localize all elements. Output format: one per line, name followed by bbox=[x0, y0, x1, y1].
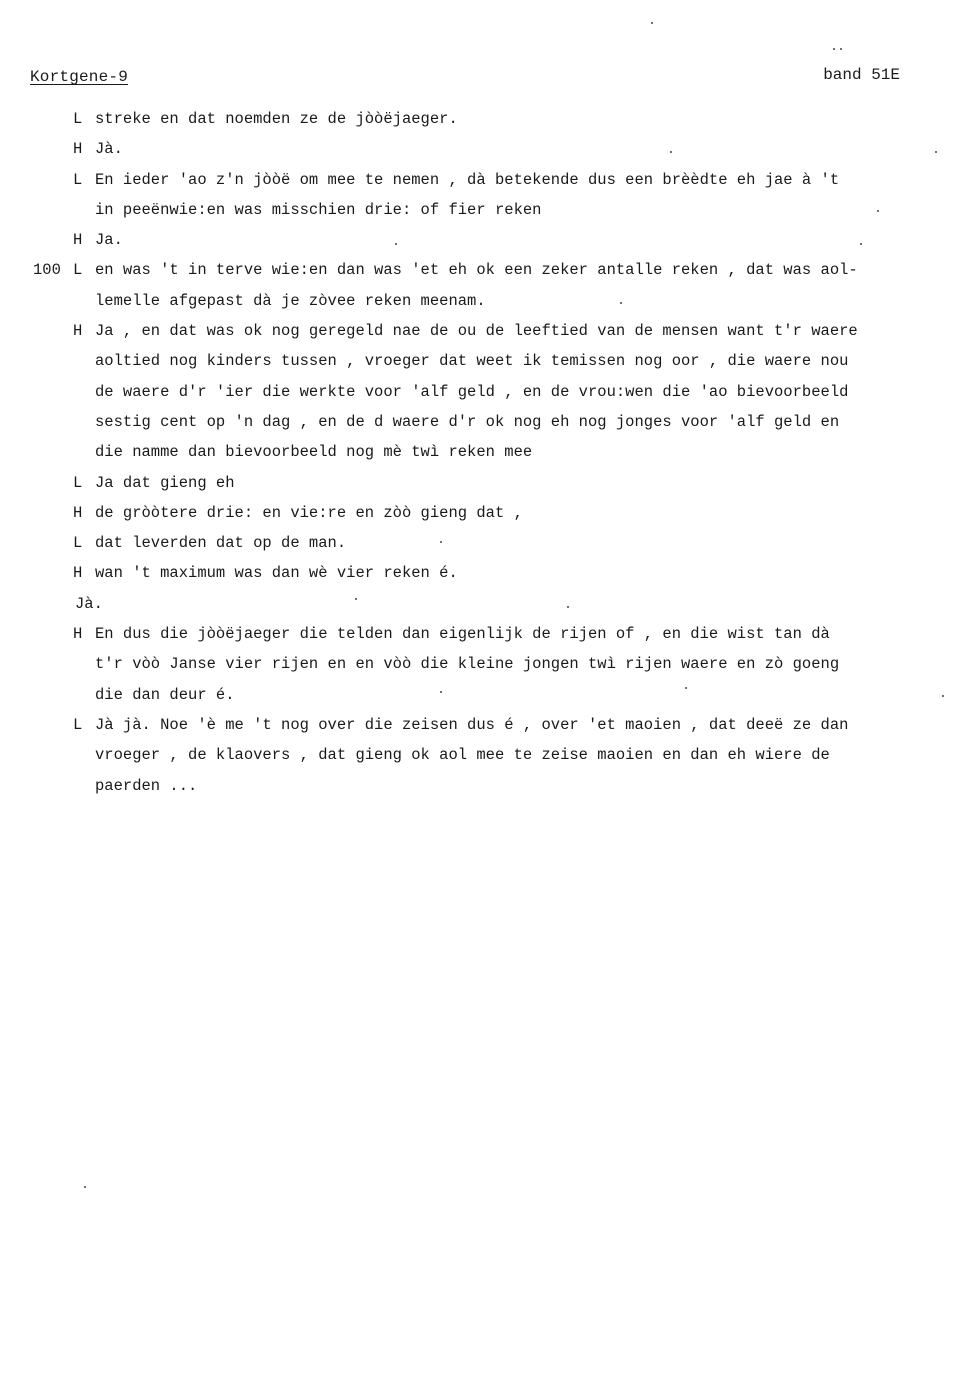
transcript-line bbox=[0, 619, 979, 649]
transcript-line bbox=[0, 558, 979, 588]
speaker-marker: L bbox=[73, 261, 83, 280]
transcript-line bbox=[0, 710, 979, 740]
line-text: t'r vòò Janse vier rijen en en vòò die kleine jongen twì rijen waere en zò goeng bbox=[95, 655, 840, 674]
speaker-marker: L bbox=[73, 170, 83, 189]
transcript-line bbox=[0, 255, 979, 285]
line-text: streke en dat noemden ze de jòòëjaeger. bbox=[95, 110, 458, 128]
scan-speck bbox=[877, 210, 879, 212]
speaker-marker: L bbox=[73, 534, 83, 553]
line-text: Ja. bbox=[95, 231, 123, 250]
scan-speck bbox=[440, 541, 442, 543]
transcript-line bbox=[0, 165, 979, 195]
line-text: En dus die jòòëjaeger die telden dan eigenlijk de rijen of , en die wist tan dà bbox=[95, 625, 830, 644]
transcript-line bbox=[0, 407, 979, 437]
line-text: Jà jà. Noe 'è me 't nog over die zeisen dus é , over 'et maoien , dat deeë ze dan bbox=[95, 715, 849, 734]
line-text: dat leverden dat op de man. bbox=[95, 534, 347, 553]
line-text: lemelle afgepast dà je zòvee reken meenam. bbox=[95, 291, 486, 310]
transcript-line bbox=[0, 649, 979, 679]
speaker-marker: H bbox=[73, 231, 83, 250]
scan-speck bbox=[620, 302, 622, 304]
transcript-line bbox=[0, 740, 979, 770]
line-text: de gròòtere drie: en vie:re en zòò gieng dat , bbox=[95, 503, 523, 522]
speaker-marker: H bbox=[73, 503, 83, 522]
speaker-marker: H bbox=[73, 322, 83, 341]
speaker-marker: H bbox=[73, 564, 83, 583]
scan-speck bbox=[935, 151, 937, 153]
scan-speck bbox=[670, 151, 672, 153]
line-text: sestig cent op 'n dag , en de d waere d'r ok nog eh nog jonges voor 'alf geld en bbox=[95, 412, 840, 431]
scan-speck bbox=[395, 243, 397, 245]
speaker-marker: H bbox=[73, 625, 83, 644]
line-text: Jà. bbox=[75, 594, 103, 613]
document-title: Kortgene-9 bbox=[30, 68, 129, 86]
transcript-line bbox=[0, 771, 979, 801]
transcript-line bbox=[0, 134, 979, 164]
transcript-line bbox=[0, 225, 979, 255]
scan-speck bbox=[840, 48, 842, 50]
line-text: En ieder 'ao z'n jòòë om mee te nemen , dà betekende dus een brèèdte eh jae à 't bbox=[95, 170, 840, 189]
line-text: en was 't in terve wie:en dan was 'et eh ok een zeker antalle reken , dat was aol- bbox=[95, 261, 858, 280]
scan-speck bbox=[942, 695, 944, 697]
line-text: Jà. bbox=[95, 140, 123, 159]
scan-speck bbox=[440, 691, 442, 693]
scan-speck bbox=[833, 48, 835, 50]
line-text: wan 't maximum was dan wè vier reken é. bbox=[95, 564, 458, 583]
speaker-marker: H bbox=[73, 140, 83, 159]
line-text: paerden ... bbox=[95, 776, 198, 795]
scan-speck bbox=[685, 687, 687, 689]
speaker-marker: L bbox=[73, 473, 83, 492]
line-text: vroeger , de klaovers , dat gieng ok aol mee te zeise maoien en dan eh wiere de bbox=[95, 746, 830, 765]
line-text: die namme dan bievoorbeeld nog mè twì reken mee bbox=[95, 443, 533, 462]
transcript-line bbox=[0, 468, 979, 498]
line-text: Ja , en dat was ok nog geregeld nae de ou de leeftied van de mensen want t'r waere bbox=[95, 322, 858, 341]
speaker-marker: L bbox=[73, 715, 83, 734]
transcript-line bbox=[0, 346, 979, 376]
scan-speck bbox=[651, 22, 653, 24]
line-number: 100 bbox=[33, 261, 61, 280]
scan-speck bbox=[84, 1186, 86, 1188]
transcript-line bbox=[0, 498, 979, 528]
tape-reference: band 51E bbox=[823, 66, 900, 84]
line-text: in peeënwie:en was misschien drie: of fier reken bbox=[95, 200, 542, 219]
transcript-line bbox=[0, 680, 979, 710]
speaker-marker: L bbox=[73, 110, 83, 128]
transcript-body bbox=[0, 104, 979, 801]
transcript-line bbox=[0, 437, 979, 467]
scan-speck bbox=[355, 598, 357, 600]
transcript-line bbox=[0, 528, 979, 558]
line-text: die dan deur é. bbox=[95, 685, 235, 704]
line-text: de waere d'r 'ier die werkte voor 'alf geld , en de vrou:wen die 'ao bievoorbeeld bbox=[95, 382, 849, 401]
line-text: Ja dat gieng eh bbox=[95, 473, 235, 492]
transcript-line bbox=[0, 377, 979, 407]
transcript-line bbox=[0, 316, 979, 346]
transcript-line bbox=[0, 104, 979, 134]
scan-speck bbox=[567, 606, 569, 608]
scan-speck bbox=[860, 243, 862, 245]
transcript-line bbox=[0, 286, 979, 316]
transcript-line bbox=[0, 195, 979, 225]
line-text: aoltied nog kinders tussen , vroeger dat weet ik temissen nog oor , die waere nou bbox=[95, 352, 849, 371]
transcript-line bbox=[0, 589, 979, 619]
